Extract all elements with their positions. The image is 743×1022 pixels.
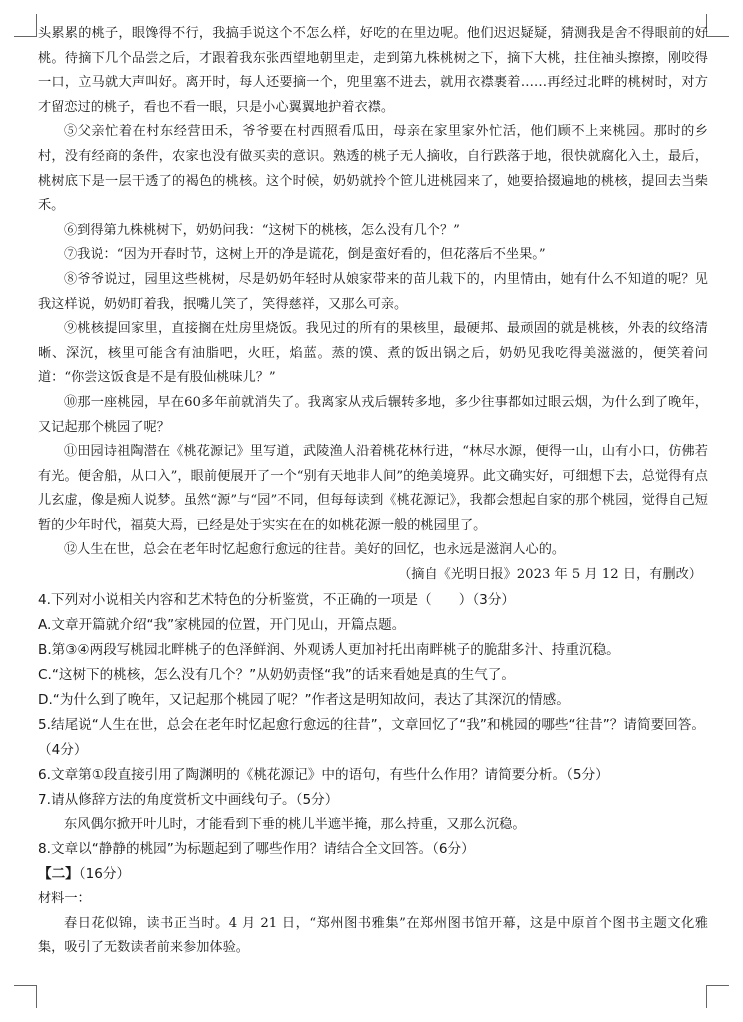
question-4-option-b: B.第③④两段写桃园北畔桃子的色泽鲜润、外观诱人更加衬托出南畔桃子的脆甜多汁、持重沉稳。 bbox=[38, 641, 620, 658]
passage-paragraph-10: ⑩那一座桃园，早在60多年前就消失了。我离家从戎后辗转多地，多少往事都如过眼云烟，为什么到了晚年，又记起那个桃园了呢？ bbox=[38, 394, 708, 435]
question-4-option-a: A.文章开篇就介绍“我”家桃园的位置，开门见山，开篇点题。 bbox=[38, 616, 406, 633]
question-8: 8.文章以“静静的桃园”为标题起到了哪些作用？请结合全文回答。（6分） bbox=[38, 841, 475, 858]
material-1-label: 材料一： bbox=[38, 891, 91, 907]
passage-paragraph-6: ⑥到得第九株桃树下，奶奶问我：“这树下的桃核，怎么没有几个？” bbox=[64, 222, 460, 238]
passage-paragraph-8: ⑧爷爷说过，园里这些桃树，尽是奶奶年轻时从娘家带来的苗儿栽下的，内里情由，她有什么不知道的呢？见我这样说，奶奶盯着我，抿嘴儿笑了，笑得慈祥，又那么可亲。 bbox=[38, 271, 708, 312]
crop-mark-top-left bbox=[14, 14, 37, 37]
question-5: 5.结尾说“人生在世，总会在老年时忆起愈行愈远的往昔”，文章回忆了“我”和桃园的哪些“往昔”？请简要回答。（4分） bbox=[38, 716, 705, 758]
passage-source: （摘自《光明日报》2023 年 5 月 12 日，有删改） bbox=[398, 567, 702, 583]
question-4-option-d: D.“为什么到了晚年，又记起那个桃园了呢？”作者这是明知故问，表达了其深沉的情感。 bbox=[38, 691, 570, 708]
question-6: 6.文章第①段直接引用了陶渊明的《桃花源记》中的语句，有些什么作用？请简要分析。（5分） bbox=[38, 766, 609, 783]
question-7: 7.请从修辞方法的角度赏析文中画线句子。（5分） bbox=[38, 791, 339, 808]
passage-paragraph-9: ⑨桃核提回家里，直接搁在灶房里烧饭。我见过的所有的果核里，最硬邦、最顽固的就是桃核，外表的纹络清晰、深沉，核里可能含有油脂吧，火旺，焰蓝。蒸的馍、煮的饭出锅之后，奶奶见我吃得美滋滋的，便笑着问道：“你尝这饭食是不是有股仙桃味儿？” bbox=[38, 321, 708, 386]
passage-paragraph-7: ⑦我说：“因为开春时节，这树上开的净是谎花，倒是蛮好看的，但花落后不坐果。” bbox=[64, 247, 546, 263]
document-page bbox=[38, 22, 708, 961]
question-7-quoted-sentence: 东风偶尔掀开叶儿时，才能看到下垂的桃儿半遮半掩，那么持重，又那么沉稳。 bbox=[64, 816, 526, 832]
passage-paragraph-11: ⑪田园诗祖陶潜在《桃花源记》里写道，武陵渔人沿着桃花林行进，“林尽水源，便得一山，山有小口，仿佛若有光。便舍船，从口入”，眼前便展开了一个“别有天地非人间”的绝美境界。此文确实好，可细想下去，总觉得有点儿玄虚，像是痴人说梦。虽然“源”与“园”不同，但每每读到《桃花源记》，我都会想起自家的那个桃园，觉得自己短暂的少年时代，福莫大焉，已经是处于实实在在的如桃花源一般的桃园里了。 bbox=[38, 444, 708, 533]
crop-mark-top-right bbox=[706, 14, 729, 37]
question-4: 4.下列对小说相关内容和艺术特色的分析鉴赏，不正确的一项是（ ）（3分） bbox=[38, 591, 516, 608]
crop-mark-bottom-left bbox=[14, 985, 37, 1008]
passage-paragraph-5: ⑤父亲忙着在村东经营田禾，爷爷要在村西照看瓜田，母亲在家里家外忙活，他们顾不上来桃园。那时的乡村，没有经商的条件，农家也没有做买卖的意识。熟透的桃子无人摘收，自行跌落于地，很快就腐化入土，最后，桃树底下是一层干透了的褐色的桃核。这个时候，奶奶就拎个笸儿进桃园来了，她要拾掇遍地的桃核，提回去当柴禾。 bbox=[38, 124, 708, 214]
section-2-title: 【二】 bbox=[38, 866, 79, 883]
crop-mark-bottom-right bbox=[706, 985, 729, 1008]
passage-paragraph-continued: 头累累的桃子，眼馋得不行，我搞手说这个不怎么样，好吃的在里边呢。他们迟迟疑疑，猜测我是舍不得眼前的好桃。待摘下几个品尝之后，才跟着我东张西望地朝里走，走到第九株桃树之下，摘下大桃，拄住袖头擦擦，刚咬得一口，立马就大声叫好。离开时，每人还要摘一个，兜里塞不进去，就用衣襟裹着……再经过北畔的桃树时，对方才留恋过的桃子，看也不看一眼，只是小心翼翼地护着衣襟。 bbox=[38, 26, 708, 115]
section-2-heading bbox=[38, 862, 708, 887]
material-1-text: 春日花似锦，读书正当时。4 月 21 日，“郑州图书雅集”在郑州图书馆开幕，这是中原首个图书主题文化雅集，吸引了无数读者前来参加体验。 bbox=[38, 915, 708, 956]
question-4-option-c: C.“这树下的桃核，怎么没有几个？”从奶奶责怪“我”的话来看她是真的生气了。 bbox=[38, 666, 515, 683]
passage-paragraph-12: ⑫人生在世，总会在老年时忆起愈行愈远的往昔。美好的回忆，也永远是滋润人心的。 bbox=[64, 542, 566, 558]
section-2-points: （16分） bbox=[78, 866, 131, 883]
